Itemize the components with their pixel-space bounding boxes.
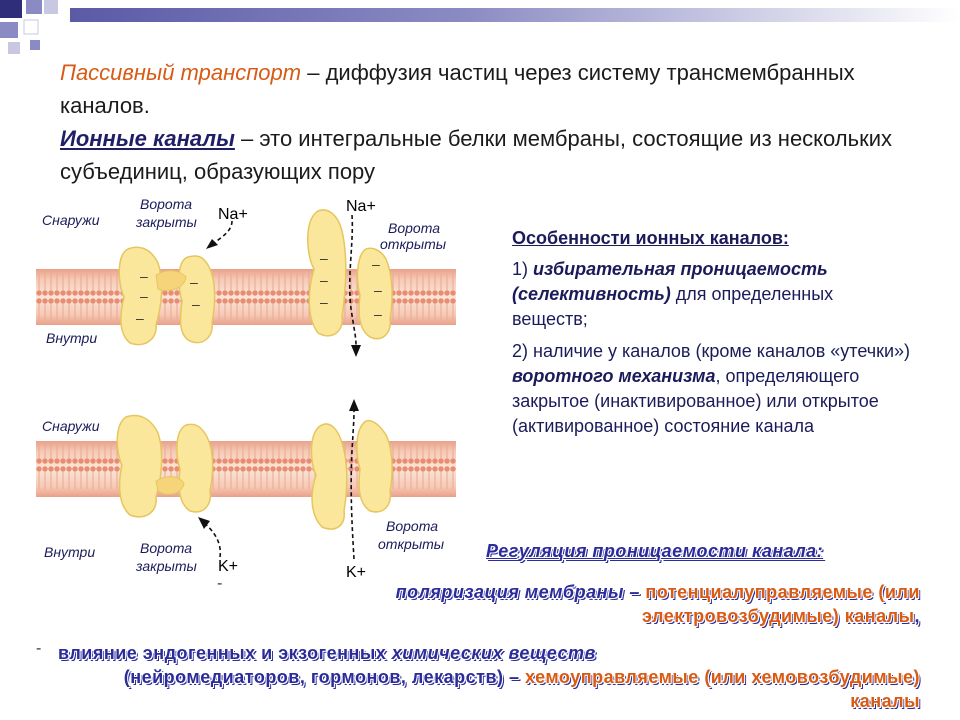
svg-text:–: –: [320, 294, 328, 310]
intro-line-ion-channels: [60, 122, 930, 188]
feature-item-gating: [512, 339, 912, 439]
feature-item-1-bold: избирательная проницаемость (селективность): [512, 259, 828, 304]
na-label-closed: Na+: [218, 206, 248, 223]
regulation-item-chemical: [58, 641, 920, 713]
label-open-top: открыты: [380, 236, 447, 252]
regulation-polarization-term: поляризация мембраны –: [395, 582, 640, 602]
ion-channels-term: Ионные каналы: [60, 126, 235, 151]
svg-text:–: –: [140, 288, 148, 304]
k-path-arrow-closed: [198, 517, 220, 557]
membrane-top: [36, 269, 456, 325]
svg-text:–: –: [320, 250, 328, 266]
label-closed-top: закрыты: [136, 214, 197, 230]
svg-text:–: –: [190, 274, 198, 290]
label-gates-open-bottom: Ворота: [386, 518, 438, 534]
title-bar-gradient: [70, 8, 960, 22]
feature-item-1-rest: для определенных веществ;: [512, 284, 834, 329]
label-outside-bottom: Снаружи: [42, 418, 100, 434]
membrane-bottom: [36, 441, 456, 497]
regulation-dash-2: -: [36, 640, 42, 657]
regulation-item-1-comma: ,: [914, 606, 920, 626]
feature-item-2-bold: воротного механизма: [512, 366, 716, 386]
label-gates-closed-bottom: Ворота: [140, 540, 192, 556]
features-block: [512, 226, 912, 446]
regulation-dash-1: -: [217, 575, 223, 592]
svg-text:–: –: [374, 282, 382, 298]
k-label-open: K+: [346, 564, 367, 581]
regulation-chemical-examples: (нейромедиаторов, гормонов, лекарств) –: [123, 667, 520, 687]
svg-text:–: –: [140, 268, 148, 284]
regulation-chemical-prefix: влияние эндогенных и экзогенных: [58, 643, 392, 663]
regulation-item-polarization: [230, 580, 920, 628]
svg-text:–: –: [372, 256, 380, 272]
ion-channel-diagram: [0, 185, 470, 585]
svg-text:–: –: [374, 306, 382, 322]
label-inside-bottom: Внутри: [44, 544, 96, 560]
passive-transport-definition: – диффузия частиц через систему трансмембранных каналов.: [60, 60, 855, 118]
svg-text:–: –: [320, 272, 328, 288]
regulation-title: Регуляция проницаемости канала:: [486, 541, 824, 561]
label-open-bottom: открыты: [378, 536, 445, 552]
regulation-ligand-gated: хемоуправляемые (или хемовозбудимые) каналы: [519, 667, 920, 711]
label-closed-bottom: закрыты: [136, 558, 197, 574]
ion-channels-definition: – это интегральные белки мембраны, состоящие из нескольких субъединиц, образующих пору: [60, 126, 893, 184]
intro-text: [60, 56, 930, 188]
decorative-header: [0, 0, 960, 60]
na-path-arrow-closed: [206, 221, 232, 249]
regulation-voltage-gated: потенциалуправляемые (или электровозбудимые) каналы: [639, 582, 920, 626]
k-label-closed: K+: [218, 558, 239, 575]
features-title: Особенности ионных каналов:: [512, 228, 789, 248]
feature-item-1-number: 1): [512, 259, 534, 279]
svg-text:–: –: [136, 310, 144, 326]
na-label-open: Na+: [346, 198, 376, 215]
label-gates-closed-top: Ворота: [140, 196, 192, 212]
feature-item-selectivity: [512, 257, 912, 332]
label-gates-open-top: Ворота: [388, 220, 440, 236]
intro-line-passive: [60, 56, 930, 122]
passive-transport-term: Пассивный транспорт: [60, 60, 302, 85]
feature-item-2-prefix: 2) наличие у каналов (кроме каналов «утечки»): [512, 341, 911, 361]
feature-item-2-rest: , определяющего закрытое (инактивированное) или открытое (активированное) состояние канала: [512, 366, 879, 436]
regulation-chemical-term: химических веществ: [391, 643, 596, 663]
label-outside-top: Снаружи: [42, 212, 100, 228]
label-inside-top: Внутри: [46, 330, 98, 346]
svg-text:–: –: [192, 296, 200, 312]
